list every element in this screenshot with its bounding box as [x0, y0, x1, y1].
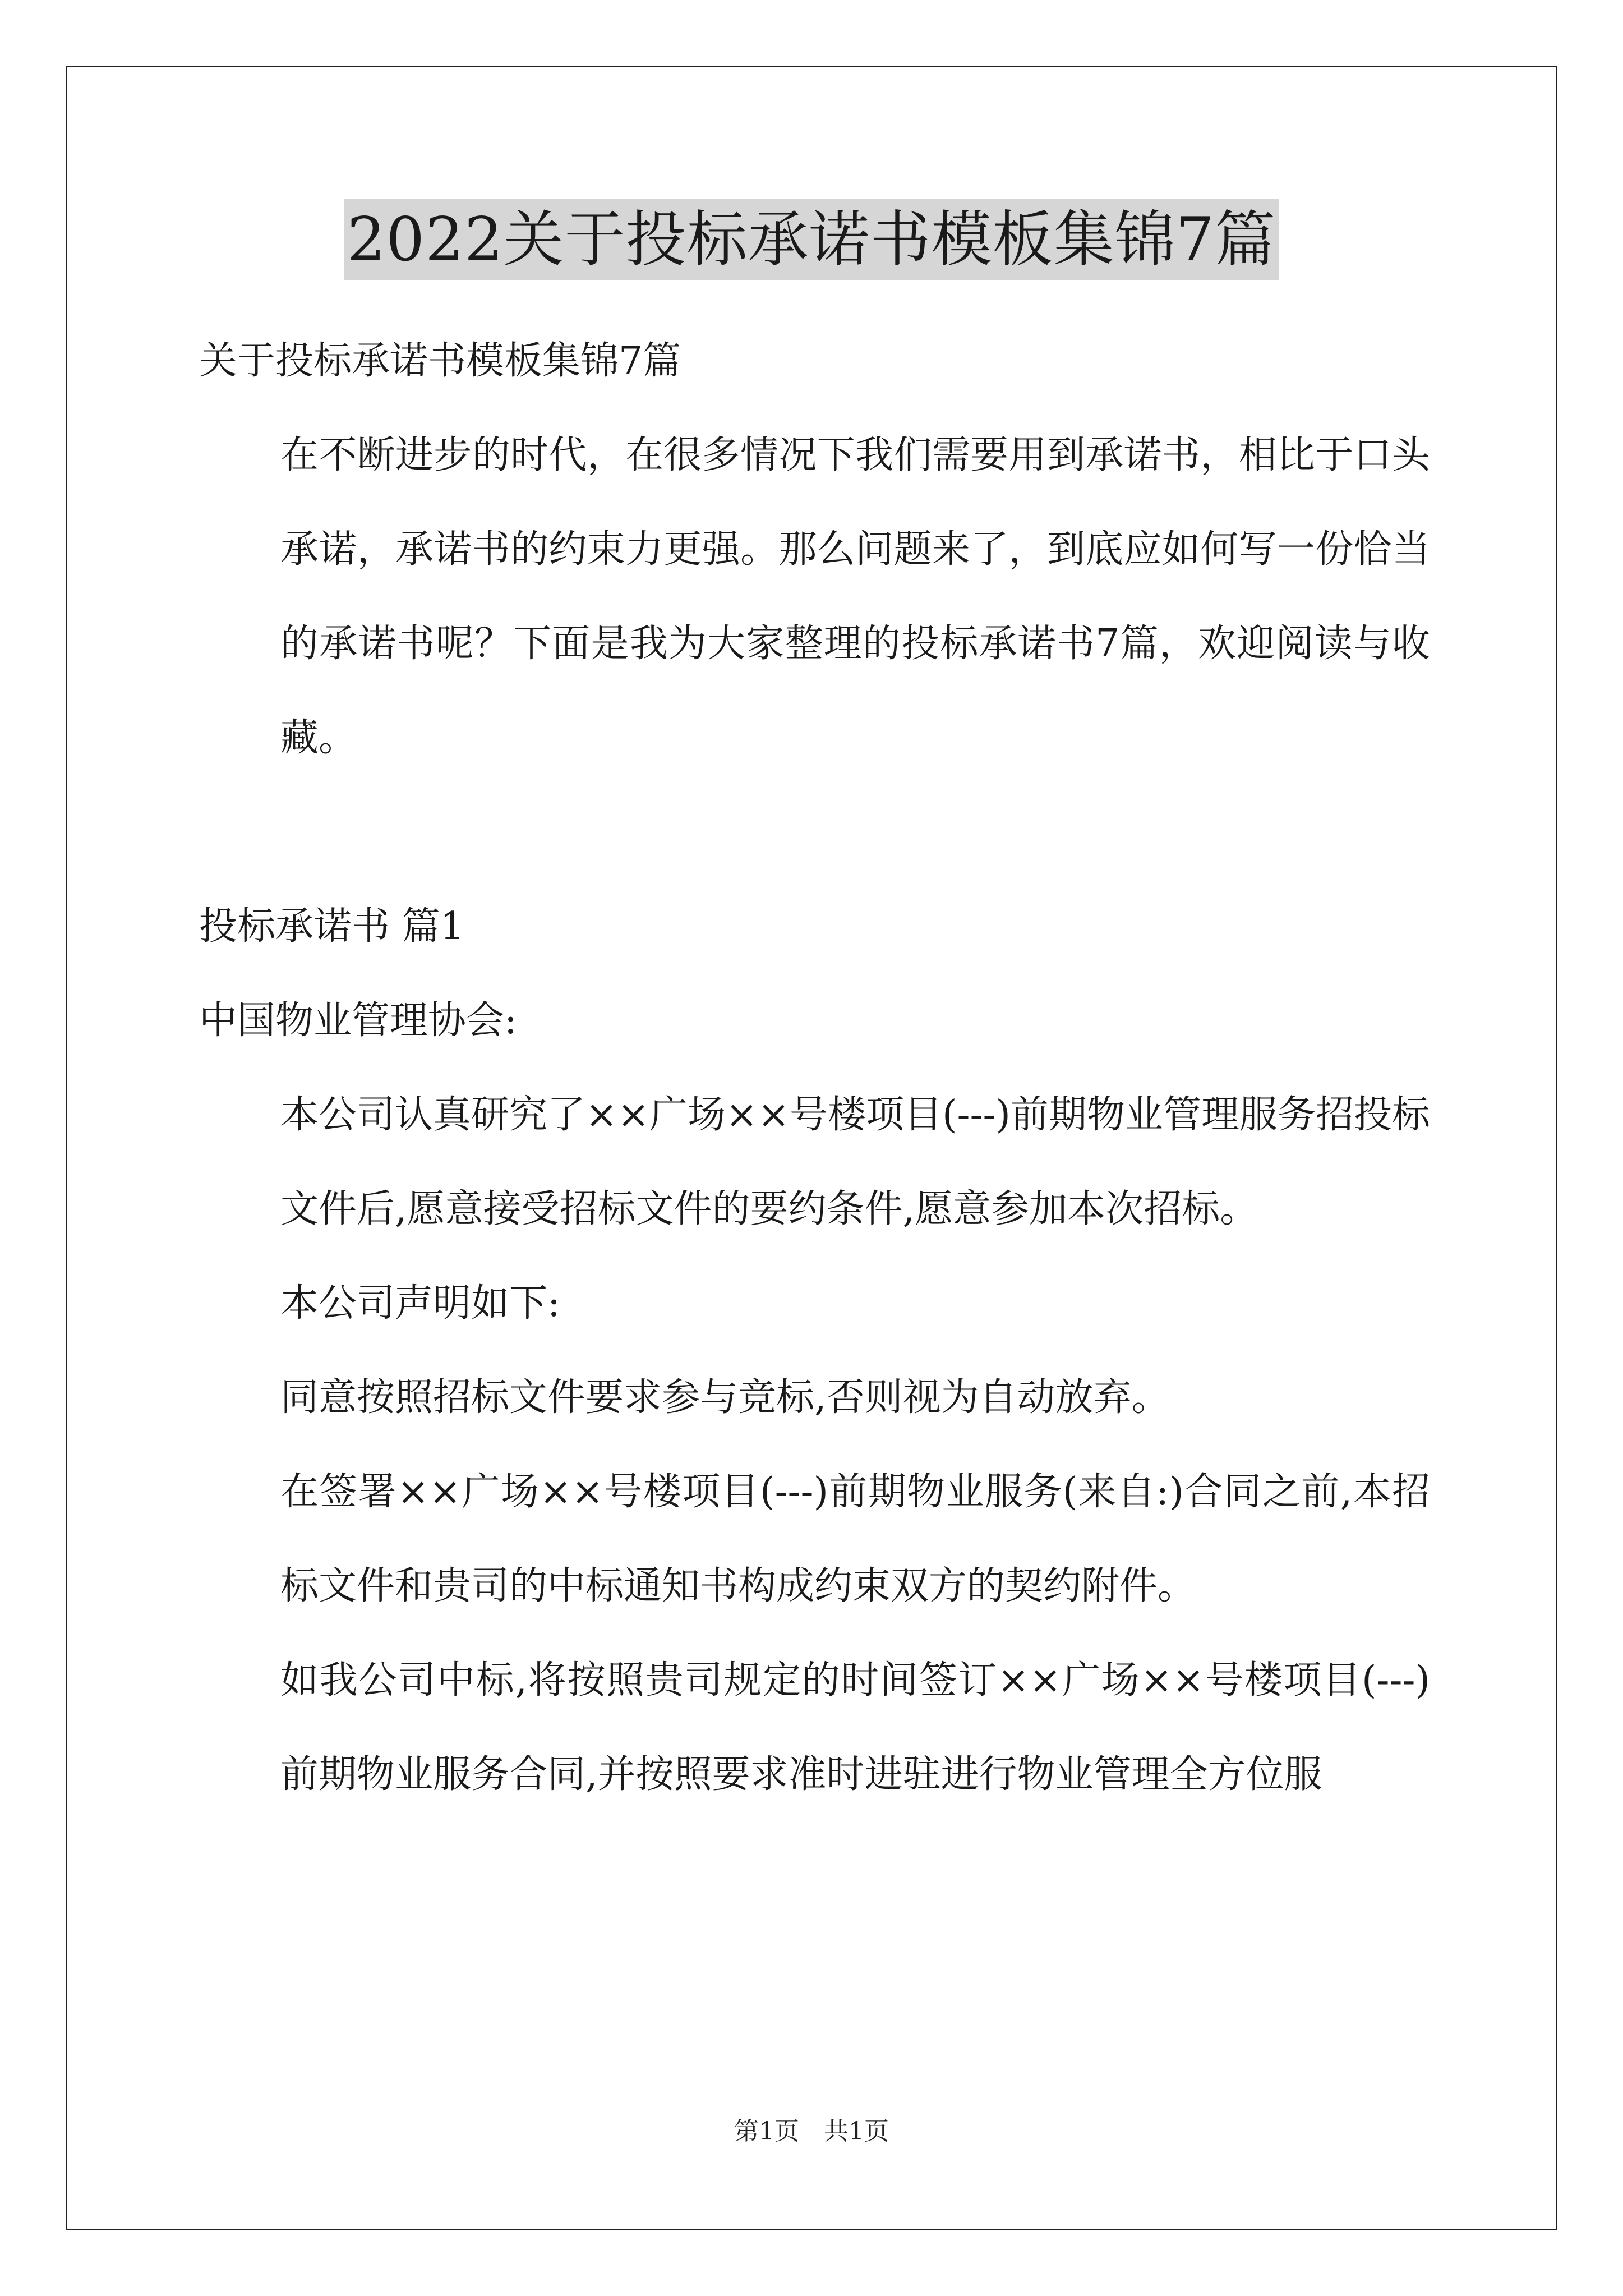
page-footer — [0, 2115, 1623, 2148]
body-paragraph: 如我公司中标,将按照贵司规定的时间签订××广场××号楼项目(---)前期物业服务合同,并按照要求准时进驻进行物业管理全方位服 — [280, 1658, 1430, 1797]
body-paragraph: 本公司声明如下: — [280, 1281, 560, 1326]
document-body — [199, 314, 1430, 1822]
body-paragraph: 本公司认真研究了××广场××号楼项目(---)前期物业管理服务招投标文件后,愿意接受招标文件的要约条件,愿意参加本次招标。 — [280, 1093, 1430, 1231]
body-paragraph: 在签署××广场××号楼项目(---)前期物业服务(来自:)合同之前,本招标文件和贵司的中标通知书构成约束双方的契约附件。 — [280, 1470, 1430, 1608]
title-area — [0, 199, 1623, 280]
body-paragraph: 同意按照招标文件要求参与竞标,否则视为自动放弃。 — [280, 1375, 1170, 1420]
addressee: 中国物业管理协会: — [199, 999, 517, 1043]
spacer — [199, 785, 1430, 880]
document-title: 2022关于投标承诺书模板集锦7篇 — [344, 199, 1280, 280]
intro-paragraph: 在不断进步的时代，在很多情况下我们需要用到承诺书，相比于口头承诺，承诺书的约束力更强。那么问题来了，到底应如何写一份恰当的承诺书呢？下面是我为大家整理的投标承诺书7篇，欢迎阅读与收藏。 — [280, 433, 1430, 760]
page-number: 第1页 共1页 — [734, 2117, 889, 2146]
document-subtitle: 关于投标承诺书模板集锦7篇 — [199, 339, 681, 383]
section-heading: 投标承诺书 篇1 — [199, 904, 464, 949]
